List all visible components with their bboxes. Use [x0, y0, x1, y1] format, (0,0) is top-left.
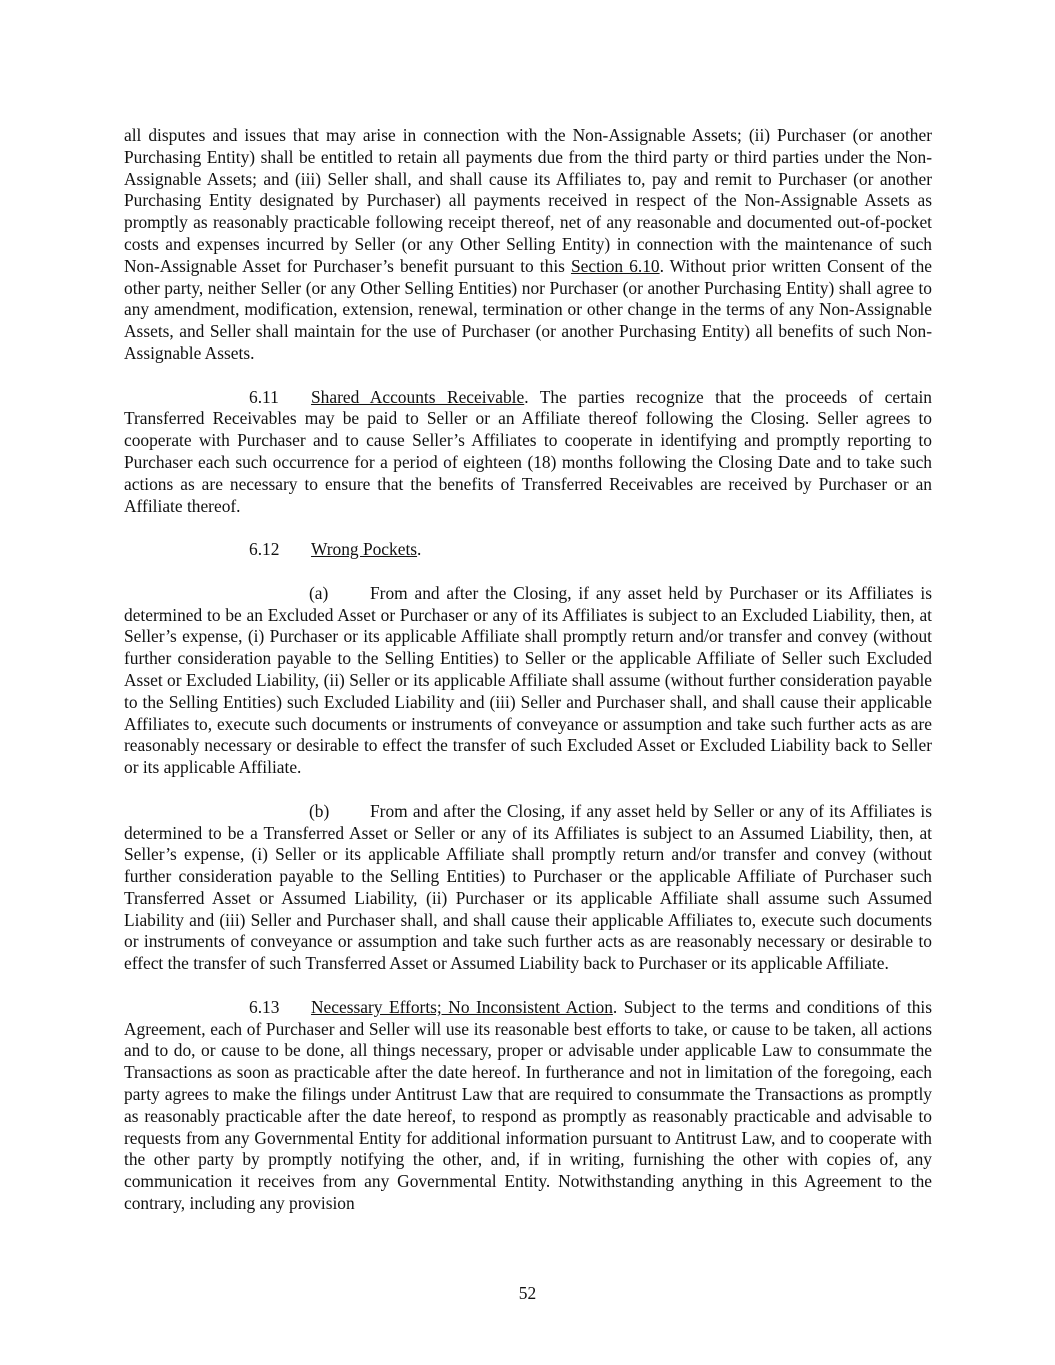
subsection-text: From and after the Closing, if any asset held by Purchaser or its Affiliates is determined to be an Excluded Asset or Purchaser or any of its Affiliates is subject to an Excluded Liability, then, at Seller’s expense, (i) Purchaser or its applicable Affiliate shall promptly return and/or transfer and convey (without further consideration payable to the Selling Entities) to Seller or the applicable Affiliate of Seller such Excluded Asset or Excluded Liability, (ii) Seller or its applicable Affiliate shall assume (without further consideration payable to the Selling Entities) such Excluded Liability and (iii) Seller and Purchaser shall, and shall cause their applicable Affiliates to, execute such documents or instruments of conveyance or assumption and take such further acts as are reasonably necessary or desirable to effect the transfer of such Excluded Asset or Excluded Liability back to Seller or its applicable Affiliate.	[124, 582, 932, 778]
subsection-label: (a)	[309, 582, 329, 603]
section-6-11	[124, 387, 932, 518]
section-text: . Subject to the terms and conditions of this Agreement, each of Purchaser and Seller will use its reasonable best efforts to take, or cause to be taken, all actions and to do, or cause to be done, all things necessary, proper or advisable under applicable Law to consummate the Transactions as soon as practicable after the date hereof. In furtherance and not in limitation of the foregoing, each party agrees to make the filings under Antitrust Law that are required to consummate the Transactions as promptly as reasonably practicable after the date hereof, to respond as promptly as reasonably practicable and advisable to requests from any Governmental Entity for additional information pursuant to Antitrust Law, and to cooperate with the other party by promptly notifying the other, and, if in writing, furnishing the other with copies of, any communication it receives from any Governmental Entity. Notwithstanding anything in this Agreement to the contrary, including any provision	[124, 996, 932, 1214]
section-text: . The parties recognize that the proceeds of certain Transferred Receivables may be paid to Seller or an Affiliate thereof following the Closing. Seller agrees to cooperate with Purchaser and to cause Seller’s Affiliates to cooperate in identifying and promptly reporting to Purchaser each such occurrence for a period of eighteen (18) months following the Closing Date and to take such actions as are necessary to ensure that the benefits of Transferred Receivables are received by Purchaser or an Affiliate thereof.	[124, 386, 932, 516]
section-heading: Shared Accounts Receivable	[311, 386, 525, 407]
section-heading: Wrong Pockets	[311, 539, 418, 560]
section-6-10-reference: Section 6.10	[570, 255, 660, 276]
section-number: 6.12	[249, 539, 280, 560]
paragraph-continued	[124, 125, 932, 365]
section-heading: Necessary Efforts; No Inconsistent Action	[311, 996, 613, 1017]
section-number: 6.11	[249, 386, 279, 407]
section-6-13	[124, 997, 932, 1215]
section-6-12-a	[124, 583, 932, 779]
document-page	[124, 125, 932, 1215]
section-heading-period: .	[417, 539, 422, 560]
section-number: 6.13	[249, 996, 280, 1017]
paragraph-text: . Without prior written Consent of the other party, neither Seller (or any Other Selling Entities) nor Purchaser (or another Purchasing Entity) shall agree to any amendment, modification, extension, renewal, termination or other change in the terms of any Non-Assignable Assets, and Seller shall maintain for the use of Purchaser (or another Purchasing Entity) all benefits of such Non-Assignable Assets.	[124, 255, 932, 363]
section-6-12	[124, 539, 932, 561]
section-6-12-b	[124, 801, 932, 975]
page-number: 52	[518, 1283, 537, 1303]
subsection-label: (b)	[309, 800, 330, 821]
paragraph-text: all disputes and issues that may arise in connection with the Non-Assignable Assets; (ii) Purchaser (or another Purchasing Entity) shall be entitled to retain all payments due from the third party or third parties under the Non-Assignable Assets; and (iii) Seller shall, and shall cause its Affiliates to, pay and remit to Purchaser (or another Purchasing Entity designated by Purchaser) all payments received in respect of the Non-Assignable Assets as promptly as reasonably practicable following receipt thereof, net of any reasonable and documented out-of-pocket costs and expenses incurred by Seller (or any Other Selling Entity) in connection with the maintenance of such Non-Assignable Asset for Purchaser’s benefit pursuant to this	[124, 125, 932, 276]
subsection-text: From and after the Closing, if any asset held by Seller or any of its Affiliates is determined to be a Transferred Asset or Seller or any of its Affiliates is subject to an Assumed Liability, then, at Seller’s expense, (i) Seller or its applicable Affiliate shall promptly return and/or transfer and convey (without further consideration payable to the Selling Entities) to Purchaser or the applicable Affiliate of Purchaser such Transferred Asset or Assumed Liability, (ii) Purchaser or its applicable Affiliate shall assume such Assumed Liability and (iii) Seller and Purchaser shall, and shall cause their applicable Affiliates to, execute such documents or instruments of conveyance or assumption and take such further acts as are reasonably necessary or desirable to effect the transfer of such Transferred Asset or Assumed Liability back to Purchaser or its applicable Affiliate.	[124, 800, 932, 974]
